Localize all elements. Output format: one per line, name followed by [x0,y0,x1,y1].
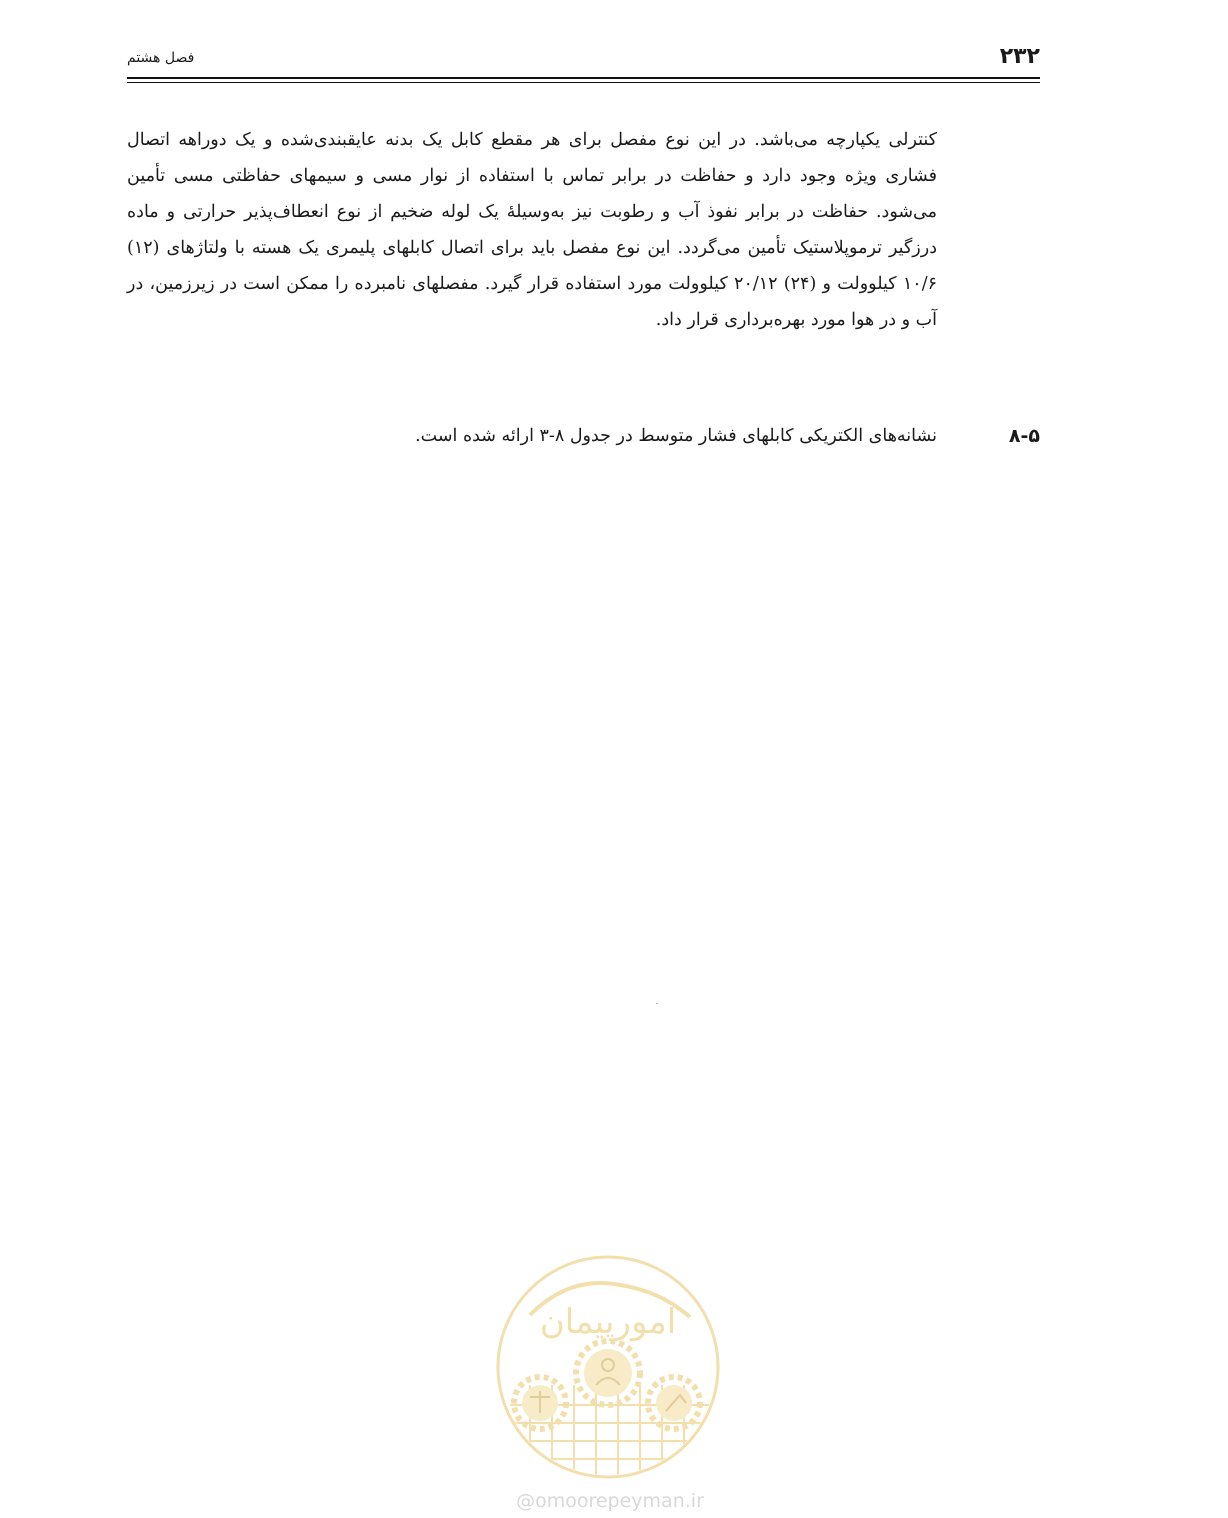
scan-speck [656,1003,658,1004]
header-rule [127,77,1040,79]
body-paragraph: کنترلی یکپارچه می‌باشد. در این نوع مفصل برای هر مقطع کابل یک بدنه عایقبندی‌شده و یک دوراهه اتصال فشاری ویژه وجود دارد و حفاظت در برابر تماس با استفاده از نوار مسی و سیمهای حفاظتی مسی تأمین می‌شود. حفاظت در برابر نفوذ آب و رطوبت نیز به‌وسیلهٔ یک لوله ضخیم از نوع انعطاف‌پذیر حرارتی و ماده درزگیر ترموپلاستیک تأمین می‌گردد. این نوع مفصل باید برای اتصال کابلهای پلیمری یک هسته با ولتاژهای (۱۲) ۱۰/۶ کیلوولت و (۲۴) ۲۰/۱۲ کیلوولت مورد استفاده قرار گیرد. مفصلهای نامبرده را ممکن است در زیرزمین، در آب و در هوا مورد بهره‌برداری قرار داد. [127,130,937,330]
page-header [127,40,1040,80]
chapter-title: فصل هشتم [127,50,195,66]
watermark-emblem-icon [490,1255,730,1490]
section-item [300,418,1040,454]
page-number: ۲۳۲ [999,44,1040,69]
header-rule-secondary [127,82,1040,83]
section-text: نشانه‌های الکتریکی کابلهای فشار متوسط در جدول ۸-۳ ارائه شده است. [415,426,937,446]
watermark-logo [490,1255,730,1515]
svg-text:امورپیمان: امورپیمان [539,1302,677,1342]
watermark-url: @omoorepeyman.ir [516,1490,704,1512]
section-number: ۸-۵ [1008,425,1040,447]
